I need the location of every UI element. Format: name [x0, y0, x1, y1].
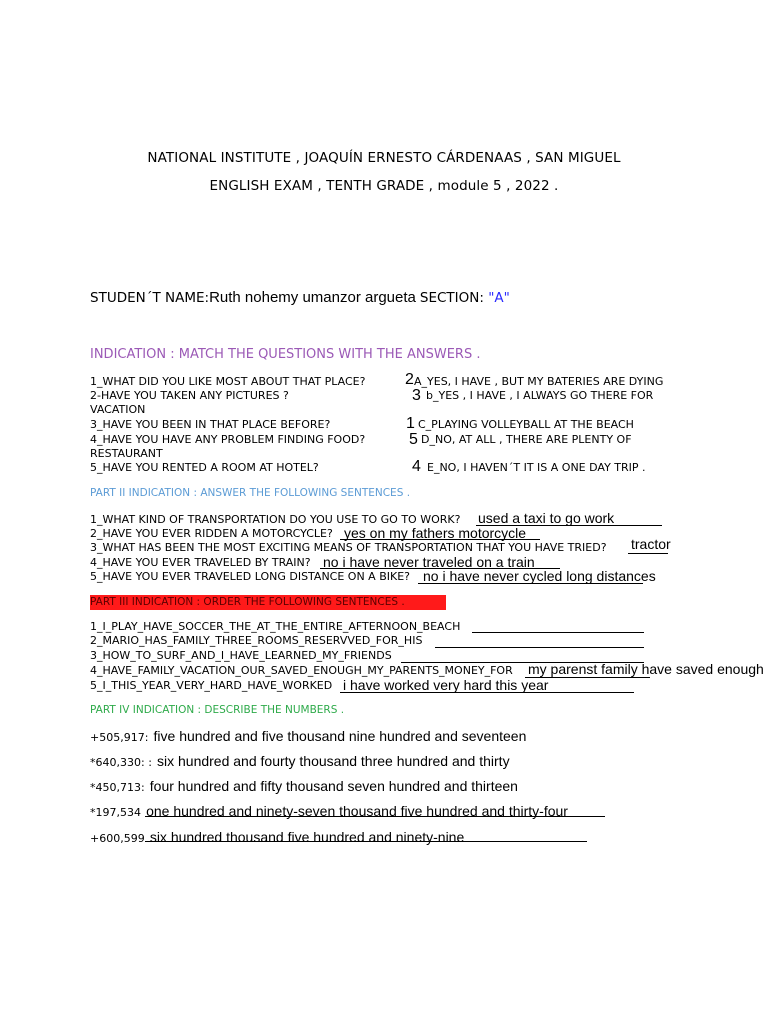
part4-indication: PART IV INDICATION : DESCRIBE THE NUMBERS .	[90, 704, 345, 716]
part4-item	[90, 801, 568, 820]
part3-sentence: 2_MARIO_HAS_FAMILY_THREE_ROOMS_RESERVVED_FOR_HIS	[90, 634, 423, 647]
number-words: five hundred and five thousand nine hundred and seventeen	[153, 728, 527, 744]
part1-answer: b_YES , I HAVE , I ALWAYS GO THERE FOR	[426, 389, 654, 402]
part3-sentence: 1_I_PLAY_HAVE_SOCCER_THE_AT_THE_ENTIRE_AFTERNOON_BEACH	[90, 620, 461, 633]
part1-question: 4_HAVE YOU HAVE ANY PROBLEM FINDING FOOD?	[90, 433, 366, 446]
number-label: *197,534	[90, 806, 141, 819]
part2-question: 1_WHAT KIND OF TRANSPORTATION DO YOU USE TO GO TO WORK?	[90, 513, 461, 526]
number-label: +600,599	[90, 832, 145, 845]
part1-question-cont: VACATION	[90, 403, 146, 416]
number-words: six hundred and fourty thousand three hundred and thirty	[157, 753, 510, 769]
part1-question: 5_HAVE YOU RENTED A ROOM AT HOTEL?	[90, 461, 319, 474]
answer-blank	[435, 647, 644, 648]
part3-sentence: 5_I_THIS_YEAR_VERY_HARD_HAVE_WORKED	[90, 679, 333, 692]
part2-answer: tractor	[631, 536, 671, 552]
number-label: *640,330: :	[90, 756, 152, 769]
part1-mark: 4	[412, 458, 421, 475]
part1-question-cont: RESTAURANT	[90, 447, 163, 460]
student-name-label: STUDEN´T NAME:	[90, 290, 210, 306]
section-value: "A"	[488, 290, 510, 306]
part1-answer: D_NO, AT ALL , THERE ARE PLENTY OF	[421, 433, 632, 446]
number-words: four hundred and fifty thousand seven hundred and thirteen	[149, 778, 518, 794]
part2-answer: no i have never traveled on a train	[323, 554, 535, 570]
part1-mark: 1	[406, 415, 415, 432]
part1-mark: 5	[409, 431, 418, 448]
part2-answer: used a taxi to go work	[478, 510, 615, 526]
part3-answer: my parenst family have saved enough	[528, 661, 764, 677]
part3-answer: i have worked very hard this year	[343, 677, 549, 693]
answer-blank	[628, 553, 668, 554]
part1-answer: A_YES, I HAVE , BUT MY BATERIES ARE DYING	[414, 375, 664, 388]
part4-item	[90, 827, 464, 846]
number-label: *450,713:	[90, 781, 145, 794]
section-label: SECTION:	[419, 290, 489, 306]
part1-indication: INDICATION : MATCH THE QUESTIONS WITH THE ANSWERS .	[90, 347, 481, 362]
part4-item	[90, 776, 518, 795]
number-words: one hundred and ninety-seven thousand five hundred and thirty-four	[146, 803, 568, 819]
part3-indication: PART III INDICATION : ORDER THE FOLLOWING SENTENCES .	[90, 595, 446, 610]
part1-question: 3_HAVE YOU BEEN IN THAT PLACE BEFORE?	[90, 418, 331, 431]
document-subtitle: ENGLISH EXAM , TENTH GRADE , module 5 , 2022 .	[209, 178, 559, 194]
student-line	[90, 290, 510, 306]
part4-item	[90, 751, 510, 770]
number-words: six hundred thousand five hundred and ninety-nine	[149, 829, 465, 845]
part2-question: 2_HAVE YOU EVER RIDDEN A MOTORCYCLE?	[90, 527, 333, 540]
part2-question: 5_HAVE YOU EVER TRAVELED LONG DISTANCE ON A BIKE?	[90, 570, 410, 583]
number-label: +505,917:	[90, 731, 149, 744]
part2-question: 3_WHAT HAS BEEN THE MOST EXCITING MEANS OF TRANSPORTATION THAT YOU HAVE TRIED?	[90, 541, 607, 554]
student-name-value: Ruth nohemy umanzor argueta	[209, 289, 416, 306]
part4-item	[90, 726, 526, 745]
part3-sentence: 4_HAVE_FAMILY_VACATION_OUR_SAVED_ENOUGH_MY_PARENTS_MONEY_FOR	[90, 664, 513, 677]
part2-indication: PART II INDICATION : ANSWER THE FOLLOWING SENTENCES .	[90, 487, 411, 499]
part2-answer: no i have never cycled long distances	[423, 568, 656, 584]
part1-answer: C_PLAYING VOLLEYBALL AT THE BEACH	[418, 418, 634, 431]
part1-mark: 2	[405, 371, 414, 388]
part2-answer: yes on my fathers motorcycle	[344, 525, 527, 541]
answer-blank	[472, 632, 644, 633]
part1-question: 2-HAVE YOU TAKEN ANY PICTURES ?	[90, 389, 289, 402]
document-title: NATIONAL INSTITUTE , JOAQUÍN ERNESTO CÁRDENAAS , SAN MIGUEL	[147, 150, 621, 166]
part2-question: 4_HAVE YOU EVER TRAVELED BY TRAIN?	[90, 556, 311, 569]
part3-sentence: 3_HOW_TO_SURF_AND_I_HAVE_LEARNED_MY_FRIENDS	[90, 649, 392, 662]
part1-answer: E_NO, I HAVEN´T IT IS A ONE DAY TRIP .	[427, 461, 646, 474]
part1-question: 1_WHAT DID YOU LIKE MOST ABOUT THAT PLACE?	[90, 375, 366, 388]
part1-mark: 3	[412, 387, 421, 404]
